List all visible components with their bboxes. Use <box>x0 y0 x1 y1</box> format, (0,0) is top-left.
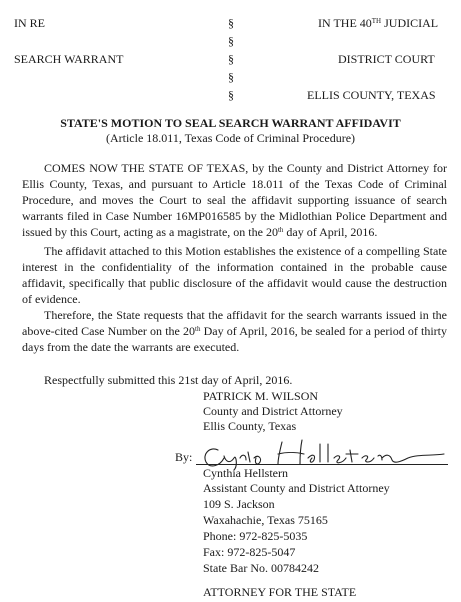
signature-county: Ellis County, Texas <box>203 419 297 433</box>
state-bar-number: State Bar No. 00784242 <box>203 561 319 575</box>
phone: Phone: 972-825-5035 <box>203 529 308 543</box>
caption-search-warrant: SEARCH WARRANT <box>14 52 124 66</box>
court-prefix: IN THE 40 <box>318 16 372 30</box>
paragraph-3 <box>22 307 447 355</box>
p3-tail: Day of April, 2016, be sealed for a period of thirty days from the date the warrants are executed. <box>22 324 448 354</box>
fax: Fax: 972-825-5047 <box>203 545 296 559</box>
county-caption: ELLIS COUNTY, TEXAS <box>307 88 436 102</box>
paragraph-4: Respectfully submitted this 21st day of April, 2016. <box>44 373 293 387</box>
address-line-2: Waxahachie, Texas 75165 <box>203 513 328 527</box>
signature-name: PATRICK M. WILSON <box>203 389 319 403</box>
signature-title: County and District Attorney <box>203 404 343 418</box>
p3-sup: th <box>195 325 201 333</box>
p3-text: Therefore, the State requests that the affidavit for the search warrants issued in the above-cited Case Number on the 20 <box>22 308 447 338</box>
court-suffix: JUDICIAL <box>381 16 439 30</box>
section-mark: § <box>228 16 234 30</box>
attorney-for-state: ATTORNEY FOR THE STATE <box>203 585 357 599</box>
section-mark: § <box>228 88 234 102</box>
document-subtitle: (Article 18.011, Texas Code of Criminal Procedure) <box>105 131 356 145</box>
p1-sup: th <box>277 226 284 234</box>
address-line-1: 109 S. Jackson <box>203 497 275 511</box>
paragraph-2: The affidavit attached to this Motion establishes the existence of a compelling State interest in the confidentiality of the information contained in the probable cause affidavit, specifically that public disclosure of the affidavit would cause the destruction of evidence. <box>22 244 447 306</box>
district-court: DISTRICT COURT <box>338 52 435 66</box>
by-label: By: <box>175 450 193 464</box>
section-mark: § <box>228 34 234 48</box>
paragraph-1 <box>22 160 447 240</box>
signature-line <box>196 464 448 465</box>
caption-in-re: IN RE <box>14 16 45 30</box>
court-line <box>318 15 438 31</box>
signer-name: Cynthia Hellstern <box>203 466 288 480</box>
signer-title: Assistant County and District Attorney <box>203 481 390 495</box>
section-mark: § <box>228 70 234 84</box>
section-mark: § <box>228 52 234 66</box>
p1-tail: day of April, 2016. <box>283 225 378 239</box>
document-title: STATE'S MOTION TO SEAL SEARCH WARRANT AFFIDAVIT <box>60 116 401 130</box>
court-sup: TH <box>371 17 382 25</box>
p1-text: COMES NOW THE STATE OF TEXAS, by the County and District Attorney for Ellis County, Texas, and pursuant to Article 18.011 of the Texas Code of Criminal Procedure, and moves the Court to seal the affidavit supporting issuance of search warrants filed in Case Number 16MP016585 by the Midlothian Police Department and issued by this Court, acting as a magistrate, on the 20 <box>22 161 447 239</box>
